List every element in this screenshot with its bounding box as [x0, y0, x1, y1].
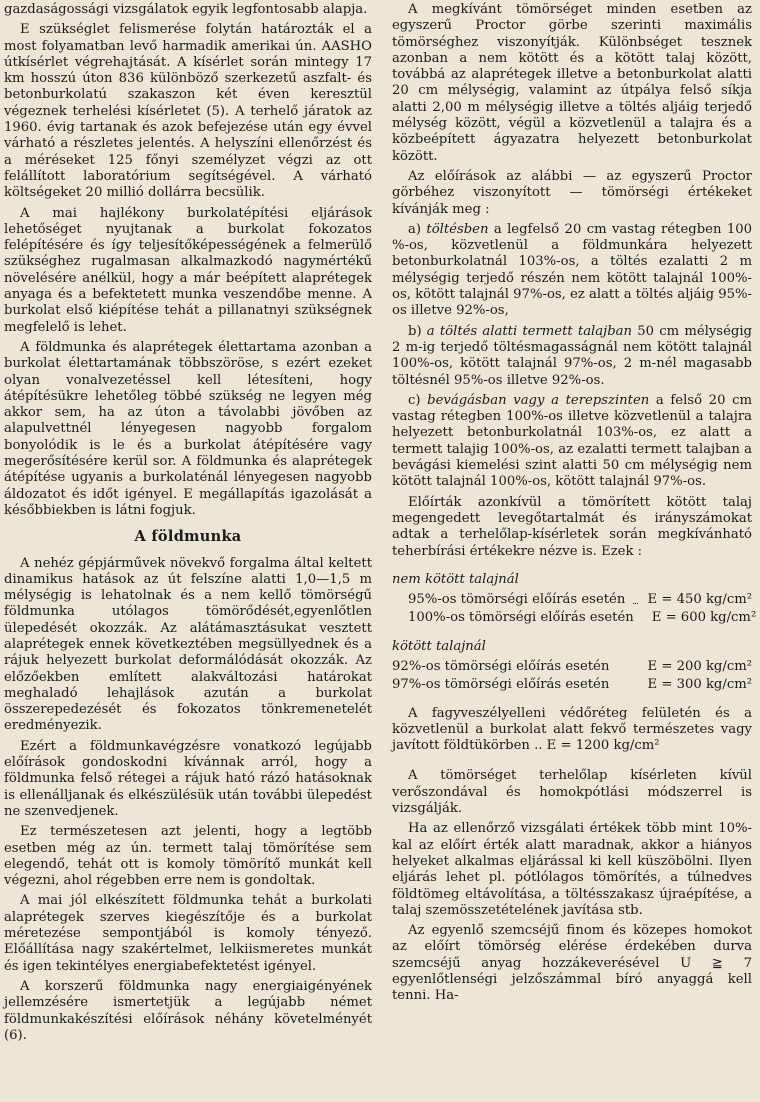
paragraph: A mai hajlékony burkolatépítési eljárások lehetőséget nyujtanak a burkolat fokozatos felépítésére és így teljesítőképességének a felmerülő szükséghez rugalmasan alkalmazkodó nagymértékű növelésére anélkül, hogy a már beépített alaprétegek anyaga és a befektetett munka veszendőbe menne. A burkolat első kiépítése tehát a pillanatnyi szükségnek megfelelő is lehet.	[4, 205, 372, 335]
paragraph: E szükséglet felismerése folytán határozták el a most folyamatban levő harmadik amerikai ún. AASHO útkísérlet végrehajtását. A kísérlet során mintegy 17 km hosszú úton 836 különböző szerkezetű aszfalt- és betonburkolatú szakaszon két éven keresztül végeznek terhelési kísérletet (5). A terhelő járatok az 1960. évig tartanak és azok befejezése után egy évvel várható a részletes jelentés. A helyszíni ellenőrzést és a méréseket 125 főnyi személyzet végzi az ott felállított laboratórium segítségével. A várható költségeket 20 millió dollárra becsülik.	[4, 22, 372, 201]
table-row	[392, 677, 752, 693]
right-column	[392, 2, 757, 1009]
row-text: 92%-os tömörségi előírás esetén	[392, 658, 610, 674]
row-value: E = 300 kg/cm²	[647, 677, 752, 693]
paragraph: Az előírások az alábbi — az egyszerű Proctor görbéhez viszonyított — tömörségi értékeket kívánják meg :	[392, 168, 752, 217]
table-label: nem kötött talajnál	[392, 571, 519, 587]
table-label: kötött talajnál	[392, 638, 486, 654]
list-item-a: a) töltésben a legfelső 20 cm vastag rétegben 100 %-os, közvetlenül a földmunkára helyezett betonburkolatnál 103%-os, a töltés ezalatti 2 m mélységig terjedő részén nem kötött talajnál 100%-os, kötött talajnál 97%-os, ez alatt a töltés aljáig 95%-os illetve 92%-os,	[392, 221, 752, 319]
list-item-text: 50 cm mélységig 2 m-ig terjedő töltésmagasságnál nem kötött talajnál 100%-os, kötött talajnál 97%-os, 2 m-nél magasabb töltésnél 95%-os illetve 92%-os.	[392, 323, 752, 388]
paragraph: A mai jól elkészített földmunka tehát a burkolati alaprétegek szerves kiegészítője és a burkolat méretezése sempontjából is komoly tényező. Előállítása nagy szakértelmet, lelkiismeretes munkát és igen tekintélyes energiabefektetést igényel.	[4, 893, 372, 974]
list-item-label: töltésben	[426, 221, 489, 237]
table-row	[392, 592, 752, 608]
paragraph: Ha az ellenőrző vizsgálati értékek több mint 10%-kal az előírt érték alatt maradnak, akkor a hiányos helyeket alkalmas eljárással ki kell küszöbölni. Ilyen eljárás lehet pl. pótlólagos tömörítés, a túlnedves földtömeg eltávolítása, a töltésszakasz újraépítése, a talaj szemösszetételének javítása stb.	[392, 821, 752, 918]
list-item-b: b) a töltés alatti termett talajban 50 cm mélységig 2 m-ig terjedő töltésmagasságnál nem kötött talajnál 100%-os, kötött talajnál 97%-os, 2 m-nél magasabb töltésnél 95%-os illetve 92%-os.	[392, 323, 752, 388]
paragraph: A nehéz gépjárművek növekvő forgalma által keltett dinamikus hatások az út felszíne alatti 1,0—1,5 m mélységig is lehatolnak és a nem kellő tömörségű földmunka utólagos tömörődését,egyenlőtlen ülepedését okozzák. Az alátámasztásukat vesztett alaprétegek ennek következtében megsüllyednek és a rájuk helyezett burkolat deformálódását okozzák. Az előzőekben említett alakváltozási határokat meghaladó lehajlások azután a burkolat összerepedezését és fokozatos tönkremenetelét eredményezik.	[4, 555, 372, 734]
list-item-text: a felső 20 cm vastag rétegben 100%-os illetve közvetlenül a talajra helyezett betonburkolatnál 103%-os, ez alatt a termett talajig 100%-os, az ezalatti termett talajban a bevágási kiemelési szint alatti 50 cm mélységig nem kötött talajnál 100%-os, kötött talajnál 97%-os.	[392, 392, 752, 490]
paragraph: A korszerű földmunka nagy energiaigényének jellemzésére ismertetjük a legújabb német földmunkakészítési előírások néhány követelményét (6).	[4, 978, 372, 1043]
paragraph: A fagyveszélyelleni védőréteg felületén és a közvetlenül a burkolat alatt fekvő természetes vagy javított földtükörben .. E = 1200 kg/cm²	[392, 705, 752, 754]
paragraph: A megkívánt tömörséget minden esetben az egyszerű Proctor görbe szerinti maximális tömörséghez viszonyítják. Különbséget tesznek azonban a nem kötött és a kötött talaj között, továbbá az alaprétegek illetve a betonburkolat alatti 20 cm mélységig, valamint az útpálya felső síkja alatti 2,00 m mélységig illetve a töltés aljáig terjedő mélység között, végül a közvetlenül a talajra és a közbeépített ágyazatra helyezett betonburkolat között.	[392, 2, 752, 164]
row-value: E = 600 kg/cm²	[651, 610, 757, 626]
paragraph: Előírták azonkívül a tömörített kötött talaj megengedett levegőtartalmát és irányszámokat adtak a terhelőlap-kísérletek során megkívánható teherbírási értékekre nézve is. Ezek :	[392, 494, 752, 559]
paragraph: Az egyenlő szemcséjű finom és közepes homokot az előírt tömörség elérése érdekében durva szemcséjű anyag hozzákeverésével U ≧ 7 egyenlőtlenségi jelzőszámmal bíró anyaggá kell tenni. Ha-	[392, 923, 752, 1004]
list-item-label: a töltés alatti termett talajban	[426, 323, 633, 339]
left-column	[4, 2, 372, 1048]
row-value: E = 450 kg/cm²	[647, 592, 752, 608]
paragraph: gazdaságossági vizsgálatok egyik legfontosabb alapja.	[4, 2, 368, 17]
paragraph: Ez természetesen azt jelenti, hogy a legtöbb esetben még az ún. termett talaj tömörítése sem elegendő, tehát ott is komoly tömörítő munkát kell végezni, ahol régebben erre nem is gondoltak.	[4, 824, 372, 889]
list-item-c: c) bevágásban vagy a terepszinten a felső 20 cm vastag rétegben 100%-os illetve közvetlenül a talajra helyezett betonburkolatnál 103%-os, ez alatt a termett talajig 100%-os, az ezalatti termett talajban a bevágási kiemelési szint alatti 50 cm mélységig nem kötött talajnál 100%-os, kötött talajnál 97%-os.	[392, 392, 752, 490]
row-text: 100%-os tömörségi előírás esetén	[408, 610, 634, 626]
table-row	[392, 610, 757, 626]
table-row	[392, 659, 752, 675]
paragraph: A földmunka és alaprétegek élettartama azonban a burkolat élettartamának többszöröse, s ezért ezeket olyan vonalvezetéssel kell létesíteni, hogy átépítésükre lehetőleg többé szükség ne legyen még akkor sem, ha az úton a távolabbi jövőben az alapulvettnél lényegesen nagyobb forgalom bonyolódik is le és a burkolat átépítésére vagy megerősítésére kerül sor. A földmunka és alaprétegek átépítése ugyanis a burkolaténál lényegesen nagyobb áldozatot és időt igényel. E megállapítás igazolását a későbbiekben is látni fogjuk.	[4, 339, 372, 518]
section-heading: A földmunka	[134, 528, 242, 546]
list-item-label: bevágásban vagy a terepszinten	[427, 392, 650, 408]
row-value: E = 200 kg/cm²	[647, 658, 752, 674]
paragraph: A tömörséget terhelőlap kísérleten kívül verőszondával és homokpótlási módszerrel is vizsgálják.	[392, 768, 752, 817]
dot-leader	[633, 603, 637, 604]
row-text: 95%-os tömörségi előírás esetén	[408, 592, 626, 608]
list-item-text: a legfelső 20 cm vastag rétegben 100 %-os, közvetlenül a földmunkára helyezett betonburkolatnál 103%-os, a töltés ezalatti 2 m mélységig terjedő részén nem kötött talajnál 100%-os, kötött talajnál 97%-os, ez alatt a töltés aljáig 95%-os illetve 92%-os,	[392, 221, 752, 319]
row-text: 97%-os tömörségi előírás esetén	[392, 677, 610, 693]
paragraph: Ezért a földmunkavégzésre vonatkozó legújabb előírások gondoskodni kívánnak arról, hogy a földmunka felső rétegei a rájuk ható rázó hatásoknak is ellenálljanak és elkészülésük után további ülepedést ne szenvedjenek.	[4, 738, 372, 819]
